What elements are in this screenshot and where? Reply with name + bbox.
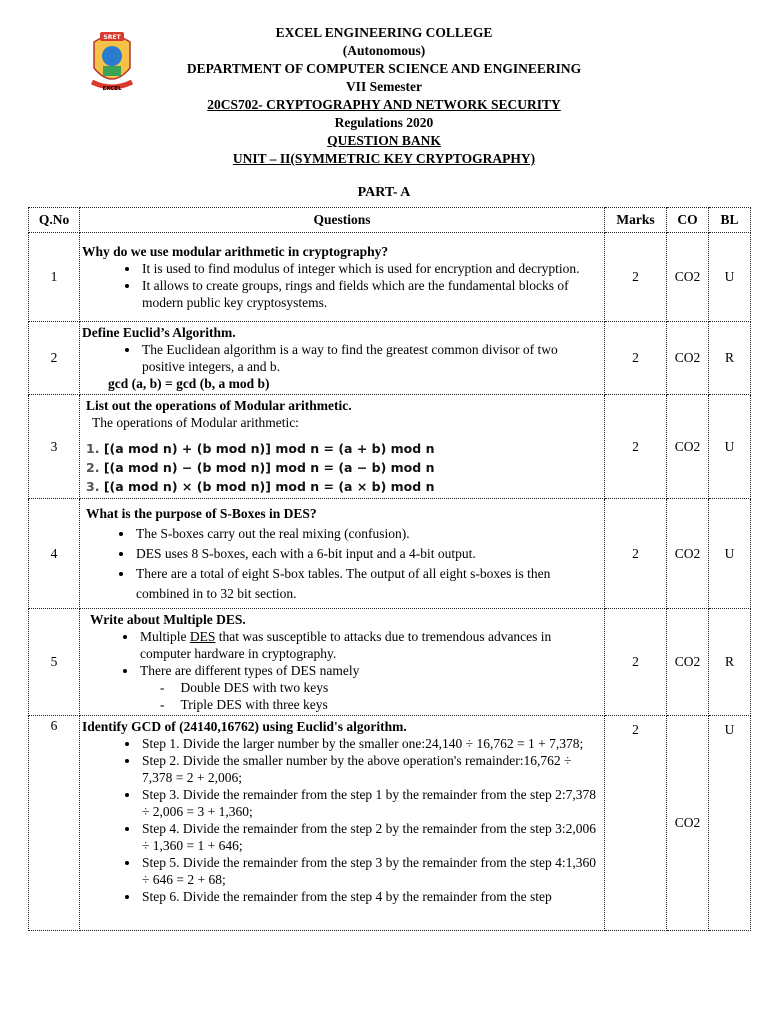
question-cell — [80, 322, 605, 395]
formula-number: 1. — [86, 441, 100, 456]
bullet-text: that was susceptible to attacks due to tremendous advances in computer hardware in cryptography. — [140, 629, 552, 661]
table-header-row — [29, 208, 751, 233]
question-title: What is the purpose of S-Boxes in DES? — [86, 505, 317, 521]
formula-text: [(a mod n) − (b mod n)] mod n = (a − b) mod n — [103, 460, 435, 475]
marks-cell: 2 — [605, 395, 667, 499]
table-row — [29, 499, 751, 609]
answer-bullet: • Step 2. Divide the smaller number by the above operation's remainder:16,762 ÷ 7,378 = 2 + 2,006; — [140, 752, 602, 786]
question-title: Write about Multiple DES. — [90, 612, 246, 627]
sub-item: - Triple DES with three keys — [158, 696, 602, 713]
answer-bullet — [138, 628, 602, 662]
bullet-text: Multiple — [140, 629, 190, 644]
question-cell — [80, 233, 605, 322]
marks-cell: 2 — [605, 499, 667, 609]
answer-bullet: • Step 3. Divide the remainder from the step 1 by the remainder from the step 2:7,378 ÷ 2,006 = 3 + 1,360; — [140, 786, 602, 820]
question-table — [28, 207, 751, 931]
co-cell: CO2 — [667, 609, 709, 716]
qno-cell: 3 — [29, 395, 80, 499]
question-cell — [80, 395, 605, 499]
semester-label: VII Semester — [345, 79, 423, 94]
unit-title: UNIT – II(SYMMETRIC KEY CRYPTOGRAPHY) — [232, 151, 536, 166]
bl-cell: R — [709, 609, 751, 716]
table-row — [29, 609, 751, 716]
qno-cell: 1 — [29, 233, 80, 322]
questions-header: Questions — [80, 208, 605, 233]
bl-cell: U — [709, 716, 751, 931]
question-cell — [80, 609, 605, 716]
sub-item: - Double DES with two keys — [158, 679, 602, 696]
answer-bullet: • It is used to find modulus of integer which is used for encryption and decryption. — [140, 260, 602, 277]
modular-formulas — [86, 439, 602, 496]
co-cell: CO2 — [667, 395, 709, 499]
co-cell: CO2 — [667, 716, 709, 931]
answer-bullet: • The Euclidean algorithm is a way to find the greatest common divisor of two positive integers, a and b. — [140, 341, 602, 375]
formula-text: [(a mod n) × (b mod n)] mod n = (a × b) mod n — [103, 479, 435, 494]
question-title: Why do we use modular arithmetic in cryptography? — [82, 244, 389, 259]
question-title: List out the operations of Modular arithmetic. — [86, 398, 352, 413]
answer-bullet: • It allows to create groups, rings and fields which are the fundamental blocks of modern public key cryptosystems. — [140, 277, 602, 311]
qno-header: Q.No — [29, 208, 80, 233]
regulations-label: Regulations 2020 — [334, 115, 434, 130]
table-row — [29, 395, 751, 499]
bl-cell: U — [709, 233, 751, 322]
co-cell: CO2 — [667, 233, 709, 322]
bl-cell: R — [709, 322, 751, 395]
bl-header: BL — [709, 208, 751, 233]
document-header — [0, 24, 768, 168]
bl-cell: U — [709, 499, 751, 609]
answer-bullet: • Step 5. Divide the remainder from the step 3 by the remainder from the step 4:1,360 ÷ 646 = 2 + 68; — [140, 854, 602, 888]
logo-top-text: SRET — [103, 34, 121, 41]
answer-bullet: • DES uses 8 S-boxes, each with a 6-bit input and a 4-bit output. — [134, 544, 602, 564]
co-cell: CO2 — [667, 499, 709, 609]
question-title: Define Euclid’s Algorithm. — [82, 325, 236, 340]
part-heading: PART- A — [357, 185, 411, 200]
qno-cell: 4 — [29, 499, 80, 609]
logo-bottom-text: EXCEL — [102, 86, 122, 92]
course-title: 20CS702- CRYPTOGRAPHY AND NETWORK SECURITY — [207, 97, 561, 112]
co-header: CO — [667, 208, 709, 233]
marks-cell: 2 — [605, 716, 667, 931]
question-cell — [80, 499, 605, 609]
formula-number: 2. — [86, 460, 100, 475]
des-link: DES — [189, 629, 216, 644]
answer-bullet: • There are a total of eight S-box tables. The output of all eight s-boxes is then combined in to 32 bit section. — [134, 564, 602, 604]
answer-bullet: • Step 4. Divide the remainder from the step 2 by the remainder from the step 3:2,006 ÷ 1,360 = 1 + 646; — [140, 820, 602, 854]
table-row — [29, 322, 751, 395]
autonomous-label: (Autonomous) — [342, 43, 426, 58]
marks-cell: 2 — [605, 609, 667, 716]
table-row — [29, 716, 751, 931]
answer-bullet: • Step 6. Divide the remainder from the step 4 by the remainder from the step — [140, 888, 602, 905]
qno-cell: 5 — [29, 609, 80, 716]
question-title: Identify GCD of (24140,16762) using Euclid's algorithm. — [82, 719, 407, 734]
formula-number: 3. — [86, 479, 100, 494]
marks-header: Marks — [605, 208, 667, 233]
formula-text: [(a mod n) + (b mod n)] mod n = (a + b) mod n — [103, 441, 435, 456]
question-bank-label: QUESTION BANK — [327, 133, 441, 148]
answer-bullet: • The S-boxes carry out the real mixing (confusion). — [134, 524, 602, 544]
qno-cell: 2 — [29, 322, 80, 395]
qno-cell: 6 — [29, 716, 80, 931]
answer-bullet: • Step 1. Divide the larger number by the smaller one:24,140 ÷ 16,762 = 1 + 7,378; — [140, 735, 602, 752]
marks-cell: 2 — [605, 322, 667, 395]
question-intro: The operations of Modular arithmetic: — [92, 415, 299, 430]
gcd-formula: gcd (a, b) = gcd (b, a mod b) — [108, 376, 270, 391]
question-cell — [80, 716, 605, 931]
table-row — [29, 233, 751, 322]
college-name: EXCEL ENGINEERING COLLEGE — [275, 25, 493, 40]
marks-cell: 2 — [605, 233, 667, 322]
department-name: DEPARTMENT OF COMPUTER SCIENCE AND ENGINEERING — [186, 61, 582, 76]
bl-cell: U — [709, 395, 751, 499]
answer-bullet: • There are different types of DES namely — [138, 662, 602, 679]
co-cell: CO2 — [667, 322, 709, 395]
